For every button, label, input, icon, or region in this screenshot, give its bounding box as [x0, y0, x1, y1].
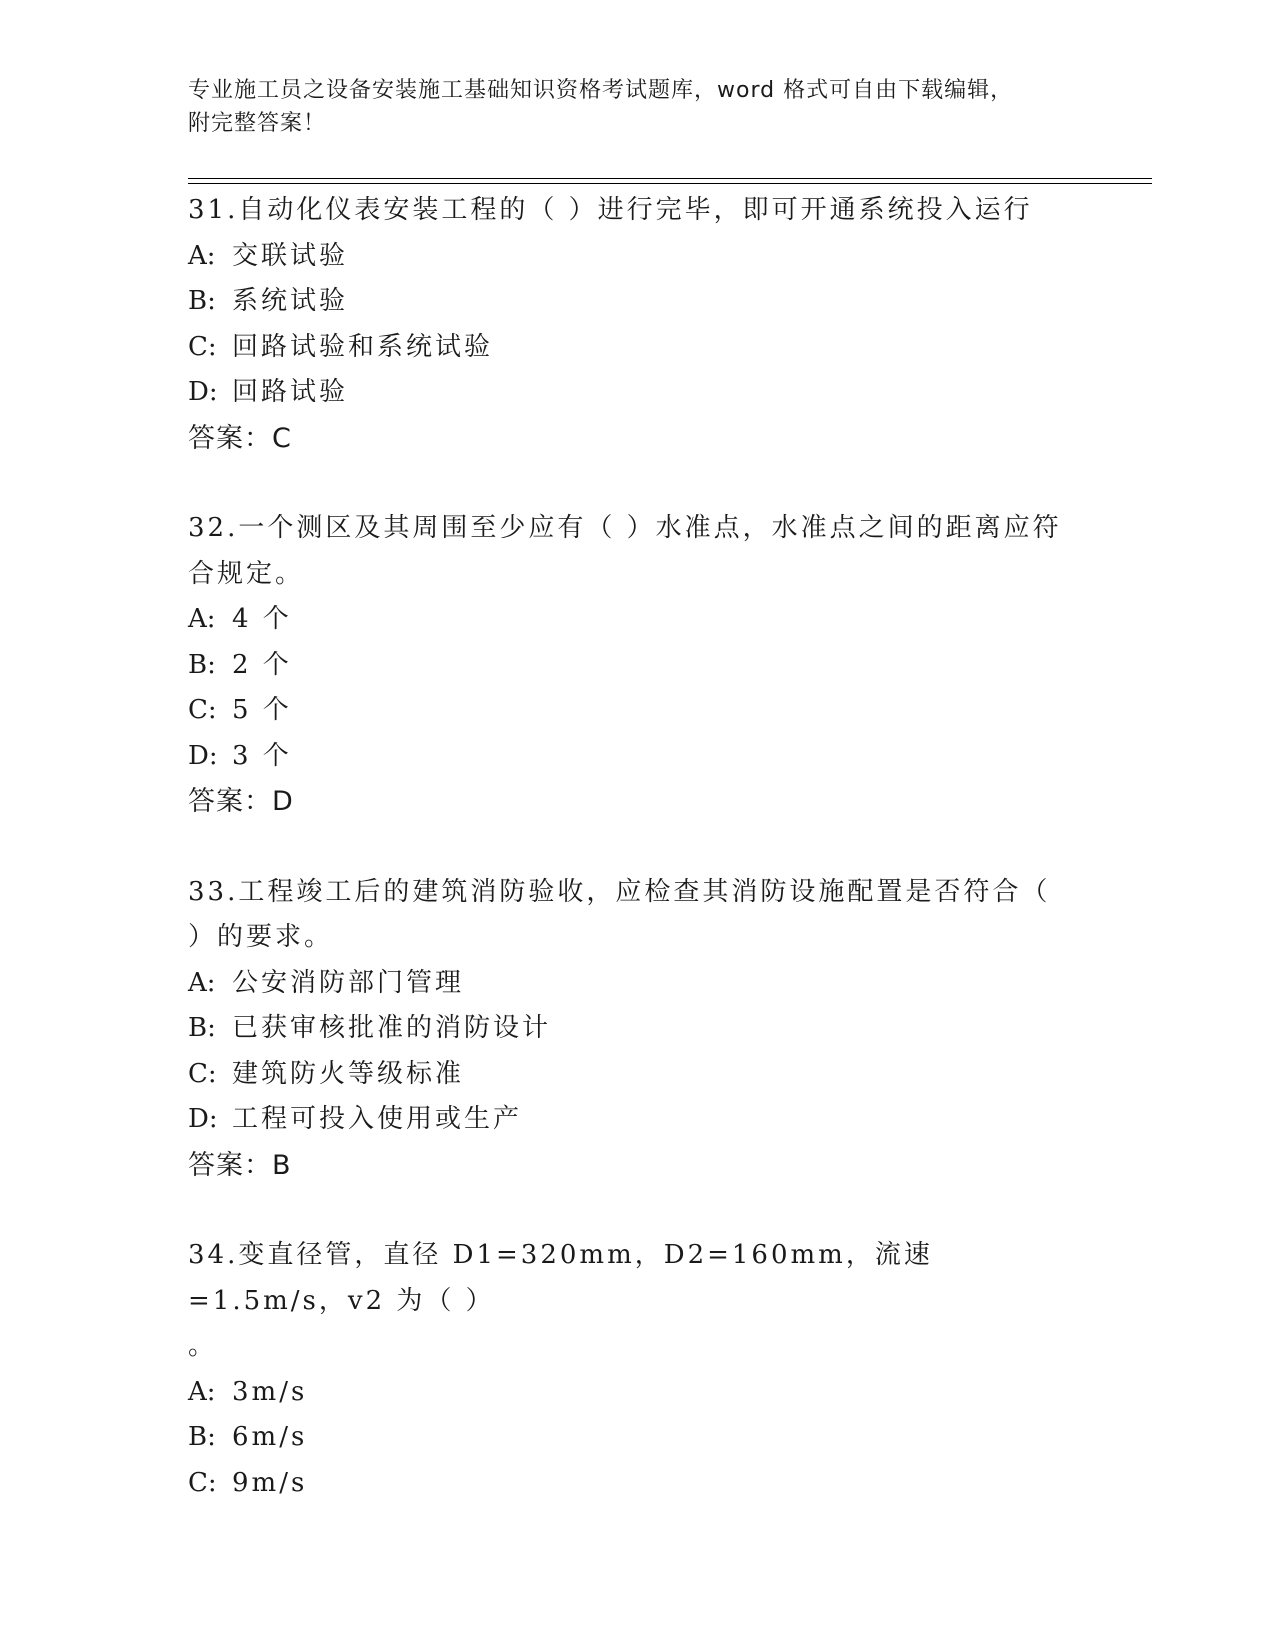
option-text: 交联试验 [232, 240, 349, 271]
answer-option [188, 1370, 1068, 1416]
option-key: D: [188, 740, 218, 771]
option-text: 4 个 [232, 604, 292, 634]
option-text: 系统试验 [232, 286, 349, 316]
answer-option [188, 1415, 1068, 1461]
header-divider-bottom [188, 183, 1152, 184]
answer-option [188, 961, 1068, 1007]
option-key: D: [188, 1104, 218, 1134]
option-key: B: [188, 649, 216, 680]
option-key: D: [188, 377, 218, 407]
answer-option [188, 734, 1068, 780]
question-stem-line: 31.自动化仪表安装工程的（ ）进行完毕，即可开通系统投入运行 [188, 195, 1033, 225]
answer-option [188, 688, 1068, 734]
question-stem-line: 。 [188, 1331, 218, 1361]
answer-option [188, 234, 1068, 280]
question-stem-line: ）的要求。 [188, 922, 334, 952]
option-key: A: [188, 967, 216, 998]
header-divider-top [188, 178, 1152, 179]
answer-line: 答案：C [188, 422, 292, 454]
answer-option [188, 1097, 1068, 1143]
question-block [188, 1233, 1068, 1506]
option-text: 回路试验和系统试验 [232, 331, 494, 362]
option-text: 6m/s [232, 1422, 308, 1452]
question-block [188, 870, 1068, 1189]
option-text: 9m/s [232, 1467, 308, 1498]
question-block [188, 506, 1068, 825]
answer-line: 答案：D [188, 786, 294, 817]
option-key: B: [188, 286, 216, 316]
option-key: B: [188, 1422, 216, 1452]
option-key: C: [188, 1467, 217, 1498]
header-line-2: 附完整答案！ [188, 111, 327, 136]
question-block [188, 188, 1068, 461]
option-text: 公安消防部门管理 [232, 967, 465, 998]
option-key: C: [188, 695, 217, 725]
option-text: 2 个 [232, 649, 292, 680]
answer-option [188, 597, 1068, 643]
answer-option [188, 1052, 1068, 1098]
answer-option [188, 370, 1068, 416]
question-stem-line: 34.变直径管，直径 D1=320mm，D2=160mm，流速=1.5m/s，v2 为（ ） [188, 1240, 933, 1316]
question-stem-line: 33.工程竣工后的建筑消防验收，应检查其消防设施配置是否符合（ [188, 876, 1051, 907]
answer-option [188, 279, 1068, 325]
question-list [188, 188, 1068, 1551]
option-text: 已获审核批准的消防设计 [232, 1013, 552, 1043]
question-stem-line: 32.一个测区及其周围至少应有（ ）水准点，水准点之间的距离应符 [188, 513, 1062, 543]
answer-option [188, 643, 1068, 689]
option-text: 3m/s [232, 1376, 308, 1407]
option-key: B: [188, 1013, 216, 1043]
option-text: 5 个 [232, 695, 292, 725]
answer-option [188, 1461, 1068, 1507]
option-key: C: [188, 331, 217, 362]
option-text: 建筑防火等级标准 [232, 1058, 465, 1089]
question-stem-line: 合规定。 [188, 558, 305, 589]
answer-option [188, 1006, 1068, 1052]
answer-line: 答案：B [188, 1149, 292, 1181]
answer-option [188, 325, 1068, 371]
document-header [188, 74, 1068, 140]
option-text: 工程可投入使用或生产 [232, 1104, 523, 1134]
option-key: A: [188, 604, 216, 634]
option-key: C: [188, 1058, 217, 1089]
option-text: 回路试验 [232, 377, 349, 407]
option-text: 3 个 [232, 740, 292, 771]
header-line-1: 专业施工员之设备安装施工基础知识资格考试题库，word 格式可自由下载编辑， [188, 78, 1014, 103]
option-key: A: [188, 1376, 216, 1407]
option-key: A: [188, 240, 216, 271]
